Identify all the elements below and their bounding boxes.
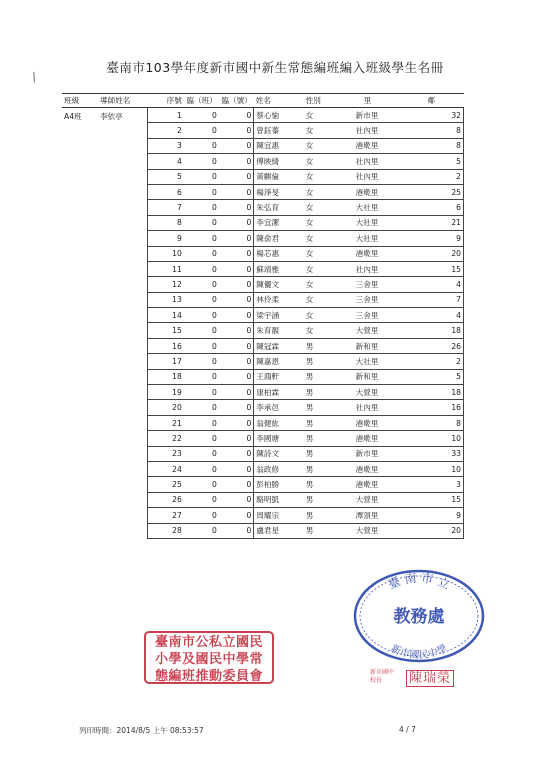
seq-cell: 24	[148, 461, 184, 476]
neighborhood-cell: 7	[408, 292, 464, 307]
neighborhood-cell: 4	[408, 277, 464, 292]
neighborhood-cell: 2	[408, 169, 464, 184]
temp-no-cell: 0	[219, 415, 254, 430]
temp-class-cell: 0	[184, 523, 219, 538]
village-cell: 港墘里	[350, 477, 408, 492]
village-cell: 社內里	[350, 123, 408, 138]
temp-no-cell: 0	[219, 354, 254, 369]
seq-cell: 15	[148, 323, 184, 338]
seq-cell: 11	[148, 261, 184, 276]
sex-cell: 男	[304, 415, 350, 430]
village-cell: 大營里	[350, 385, 408, 400]
print-time: 列印時間：2014/8/5 上午 08:53:57	[79, 726, 204, 735]
teacher-cell: 李依亭	[99, 112, 123, 121]
student-name-cell: 朱弘育	[254, 200, 304, 215]
sex-cell: 男	[304, 431, 350, 446]
student-name-cell: 黃麒倫	[254, 169, 304, 184]
student-name-cell: 傅映綺	[254, 154, 304, 169]
principal-name: 陳瑞榮	[406, 670, 454, 687]
seq-cell: 4	[148, 154, 184, 169]
neighborhood-cell: 4	[408, 308, 464, 323]
student-name-cell: 翁健紘	[254, 415, 304, 430]
principal-title: 新市國中 校長	[370, 669, 395, 684]
village-cell: 社內里	[350, 169, 408, 184]
neighborhood-cell: 20	[408, 246, 464, 261]
temp-class-cell: 0	[184, 138, 219, 153]
village-cell: 三舍里	[350, 308, 408, 323]
table-row	[62, 108, 464, 123]
student-name-cell: 駱明凱	[254, 492, 304, 507]
seq-cell: 20	[148, 400, 184, 415]
student-name-cell: 曾鈺蓁	[254, 123, 304, 138]
village-cell: 三舍里	[350, 277, 408, 292]
temp-class-cell: 0	[184, 215, 219, 230]
neighborhood-cell: 15	[408, 261, 464, 276]
table-body	[62, 108, 464, 539]
header-teacher: 導師姓名	[98, 94, 148, 108]
temp-class-cell: 0	[184, 184, 219, 199]
village-cell: 社內里	[350, 154, 408, 169]
student-name-cell: 康柏霖	[254, 385, 304, 400]
temp-no-cell: 0	[219, 261, 254, 276]
neighborhood-cell: 10	[408, 461, 464, 476]
village-cell: 港墘里	[350, 431, 408, 446]
sex-cell: 男	[304, 446, 350, 461]
seal-top-text: 臺 南 市 立	[385, 570, 453, 592]
seq-cell: 17	[148, 354, 184, 369]
village-cell: 三舍里	[350, 292, 408, 307]
seq-cell: 7	[148, 200, 184, 215]
sex-cell: 男	[304, 477, 350, 492]
seq-cell: 27	[148, 508, 184, 523]
neighborhood-cell: 8	[408, 138, 464, 153]
header-neighborhood: 鄰	[408, 94, 464, 108]
sex-cell: 女	[304, 292, 350, 307]
temp-class-cell: 0	[184, 200, 219, 215]
temp-no-cell: 0	[219, 492, 254, 507]
pen-mark: /	[29, 69, 39, 85]
temp-no-cell: 0	[219, 138, 254, 153]
neighborhood-cell: 5	[408, 154, 464, 169]
class-cell: A4班	[64, 112, 82, 121]
neighborhood-cell: 33	[408, 446, 464, 461]
student-name-cell: 陳俞君	[254, 231, 304, 246]
temp-class-cell: 0	[184, 123, 219, 138]
sex-cell: 男	[304, 461, 350, 476]
student-name-cell: 李宜潔	[254, 215, 304, 230]
village-cell: 大社里	[350, 231, 408, 246]
seq-cell: 21	[148, 415, 184, 430]
table-header	[62, 94, 464, 108]
student-name-cell: 翁政修	[254, 461, 304, 476]
student-name-cell: 陳詩文	[254, 446, 304, 461]
student-name-cell: 楊淨旻	[254, 184, 304, 199]
seq-cell: 28	[148, 523, 184, 538]
page-title: 臺南市103學年度新市國中新生常態編班編入班級學生名冊	[106, 60, 444, 75]
sex-cell: 女	[304, 323, 350, 338]
temp-no-cell: 0	[219, 323, 254, 338]
village-cell: 潭頂里	[350, 508, 408, 523]
student-name-cell: 陳宜惠	[254, 138, 304, 153]
temp-class-cell: 0	[184, 169, 219, 184]
neighborhood-cell: 10	[408, 431, 464, 446]
sex-cell: 女	[304, 261, 350, 276]
sex-cell: 男	[304, 385, 350, 400]
temp-class-cell: 0	[184, 246, 219, 261]
temp-class-cell: 0	[184, 431, 219, 446]
committee-seal-line-1: 臺南市公私立國民	[154, 635, 263, 650]
committee-seal-line-2: 小學及國民中學常	[154, 652, 263, 667]
student-name-cell: 彭柏勝	[254, 477, 304, 492]
header-seq: 序號	[148, 94, 184, 108]
sex-cell: 女	[304, 138, 350, 153]
seq-cell: 26	[148, 492, 184, 507]
sex-cell: 女	[304, 184, 350, 199]
student-name-cell: 陳嘉恩	[254, 354, 304, 369]
temp-no-cell: 0	[219, 277, 254, 292]
temp-no-cell: 0	[219, 523, 254, 538]
sex-cell: 男	[304, 338, 350, 353]
seq-cell: 19	[148, 385, 184, 400]
temp-no-cell: 0	[219, 461, 254, 476]
village-cell: 港墘里	[350, 184, 408, 199]
sex-cell: 女	[304, 215, 350, 230]
temp-class-cell: 0	[184, 461, 219, 476]
header-temp-class: 臨（班）	[184, 94, 219, 108]
temp-no-cell: 0	[219, 477, 254, 492]
seq-cell: 16	[148, 338, 184, 353]
seq-cell: 14	[148, 308, 184, 323]
neighborhood-cell: 16	[408, 400, 464, 415]
seq-cell: 22	[148, 431, 184, 446]
seal-bottom-text: 新市國民中學	[388, 643, 450, 662]
sex-cell: 女	[304, 169, 350, 184]
sex-cell: 女	[304, 108, 350, 123]
header-class: 班級	[62, 94, 98, 108]
sex-cell: 女	[304, 231, 350, 246]
sex-cell: 男	[304, 523, 350, 538]
village-cell: 港墘里	[350, 246, 408, 261]
student-name-cell: 盧君星	[254, 523, 304, 538]
temp-class-cell: 0	[184, 477, 219, 492]
committee-seal-line-3: 態編班推動委員會	[154, 669, 263, 684]
temp-no-cell: 0	[219, 108, 254, 123]
village-cell: 社內里	[350, 261, 408, 276]
seq-cell: 3	[148, 138, 184, 153]
village-cell: 大社里	[350, 215, 408, 230]
village-cell: 新市里	[350, 446, 408, 461]
village-cell: 新和里	[350, 338, 408, 353]
village-cell: 新和里	[350, 369, 408, 384]
student-name-cell: 周耀宗	[254, 508, 304, 523]
sex-cell: 女	[304, 200, 350, 215]
temp-class-cell: 0	[184, 154, 219, 169]
neighborhood-cell: 9	[408, 508, 464, 523]
village-cell: 大營里	[350, 523, 408, 538]
seq-cell: 10	[148, 246, 184, 261]
neighborhood-cell: 21	[408, 215, 464, 230]
temp-class-cell: 0	[184, 261, 219, 276]
student-name-cell: 蔡心愉	[254, 108, 304, 123]
neighborhood-cell: 8	[408, 415, 464, 430]
seq-cell: 9	[148, 231, 184, 246]
student-name-cell: 李承邑	[254, 400, 304, 415]
temp-no-cell: 0	[219, 431, 254, 446]
sex-cell: 女	[304, 154, 350, 169]
sex-cell: 男	[304, 369, 350, 384]
seq-cell: 25	[148, 477, 184, 492]
header-village: 里	[350, 94, 408, 108]
student-name-cell: 王鴻軒	[254, 369, 304, 384]
temp-class-cell: 0	[184, 292, 219, 307]
sex-cell: 女	[304, 277, 350, 292]
village-cell: 大營里	[350, 323, 408, 338]
temp-class-cell: 0	[184, 108, 219, 123]
seq-cell: 2	[148, 123, 184, 138]
temp-no-cell: 0	[219, 123, 254, 138]
temp-no-cell: 0	[219, 169, 254, 184]
neighborhood-cell: 15	[408, 492, 464, 507]
temp-no-cell: 0	[219, 446, 254, 461]
temp-class-cell: 0	[184, 308, 219, 323]
neighborhood-cell: 25	[408, 184, 464, 199]
header-sex: 性別	[304, 94, 350, 108]
temp-no-cell: 0	[219, 292, 254, 307]
village-cell: 港墘里	[350, 138, 408, 153]
village-cell: 港墘里	[350, 461, 408, 476]
temp-class-cell: 0	[184, 231, 219, 246]
neighborhood-cell: 20	[408, 523, 464, 538]
sex-cell: 女	[304, 308, 350, 323]
temp-class-cell: 0	[184, 415, 219, 430]
seal-center-text: 教務處	[393, 607, 445, 627]
student-name-cell: 蘇靖雅	[254, 261, 304, 276]
seq-cell: 8	[148, 215, 184, 230]
student-name-cell: 朱育靚	[254, 323, 304, 338]
village-cell: 大營里	[350, 492, 408, 507]
student-name-cell: 陳儷文	[254, 277, 304, 292]
neighborhood-cell: 8	[408, 123, 464, 138]
temp-class-cell: 0	[184, 369, 219, 384]
temp-no-cell: 0	[219, 369, 254, 384]
student-name-cell: 李國塘	[254, 431, 304, 446]
seq-cell: 6	[148, 184, 184, 199]
temp-no-cell: 0	[219, 400, 254, 415]
neighborhood-cell: 9	[408, 231, 464, 246]
sex-cell: 男	[304, 400, 350, 415]
neighborhood-cell: 6	[408, 200, 464, 215]
student-name-cell: 陳冠霖	[254, 338, 304, 353]
page-number: 4 / 7	[399, 725, 416, 734]
temp-class-cell: 0	[184, 446, 219, 461]
village-cell: 港墘里	[350, 415, 408, 430]
temp-no-cell: 0	[219, 200, 254, 215]
principal-stamp	[370, 668, 460, 690]
temp-no-cell: 0	[219, 308, 254, 323]
temp-no-cell: 0	[219, 154, 254, 169]
temp-no-cell: 0	[219, 246, 254, 261]
temp-no-cell: 0	[219, 385, 254, 400]
seq-cell: 13	[148, 292, 184, 307]
sex-cell: 女	[304, 123, 350, 138]
seq-cell: 12	[148, 277, 184, 292]
neighborhood-cell: 18	[408, 385, 464, 400]
temp-class-cell: 0	[184, 354, 219, 369]
header-name: 姓名	[254, 94, 304, 108]
neighborhood-cell: 3	[408, 477, 464, 492]
temp-class-cell: 0	[184, 508, 219, 523]
temp-no-cell: 0	[219, 338, 254, 353]
student-roster-table	[62, 93, 464, 539]
temp-no-cell: 0	[219, 231, 254, 246]
seq-cell: 23	[148, 446, 184, 461]
neighborhood-cell: 32	[408, 108, 464, 123]
student-name-cell: 梁宇涵	[254, 308, 304, 323]
village-cell: 大社里	[350, 200, 408, 215]
sex-cell: 男	[304, 508, 350, 523]
committee-seal	[144, 631, 274, 684]
village-cell: 新市里	[350, 108, 408, 123]
seq-cell: 1	[148, 108, 184, 123]
student-name-cell: 林伶柔	[254, 292, 304, 307]
neighborhood-cell: 2	[408, 354, 464, 369]
temp-no-cell: 0	[219, 184, 254, 199]
temp-no-cell: 0	[219, 508, 254, 523]
temp-class-cell: 0	[184, 338, 219, 353]
sex-cell: 男	[304, 492, 350, 507]
neighborhood-cell: 18	[408, 323, 464, 338]
student-name-cell: 楊芯惠	[254, 246, 304, 261]
village-cell: 社內里	[350, 400, 408, 415]
temp-no-cell: 0	[219, 215, 254, 230]
temp-class-cell: 0	[184, 492, 219, 507]
neighborhood-cell: 5	[408, 369, 464, 384]
seq-cell: 5	[148, 169, 184, 184]
sex-cell: 女	[304, 246, 350, 261]
academic-affairs-seal	[352, 568, 486, 664]
village-cell: 大社里	[350, 354, 408, 369]
sex-cell: 男	[304, 354, 350, 369]
temp-class-cell: 0	[184, 277, 219, 292]
header-temp-no: 臨（號）	[219, 94, 254, 108]
seq-cell: 18	[148, 369, 184, 384]
temp-class-cell: 0	[184, 385, 219, 400]
temp-class-cell: 0	[184, 323, 219, 338]
temp-class-cell: 0	[184, 400, 219, 415]
neighborhood-cell: 26	[408, 338, 464, 353]
